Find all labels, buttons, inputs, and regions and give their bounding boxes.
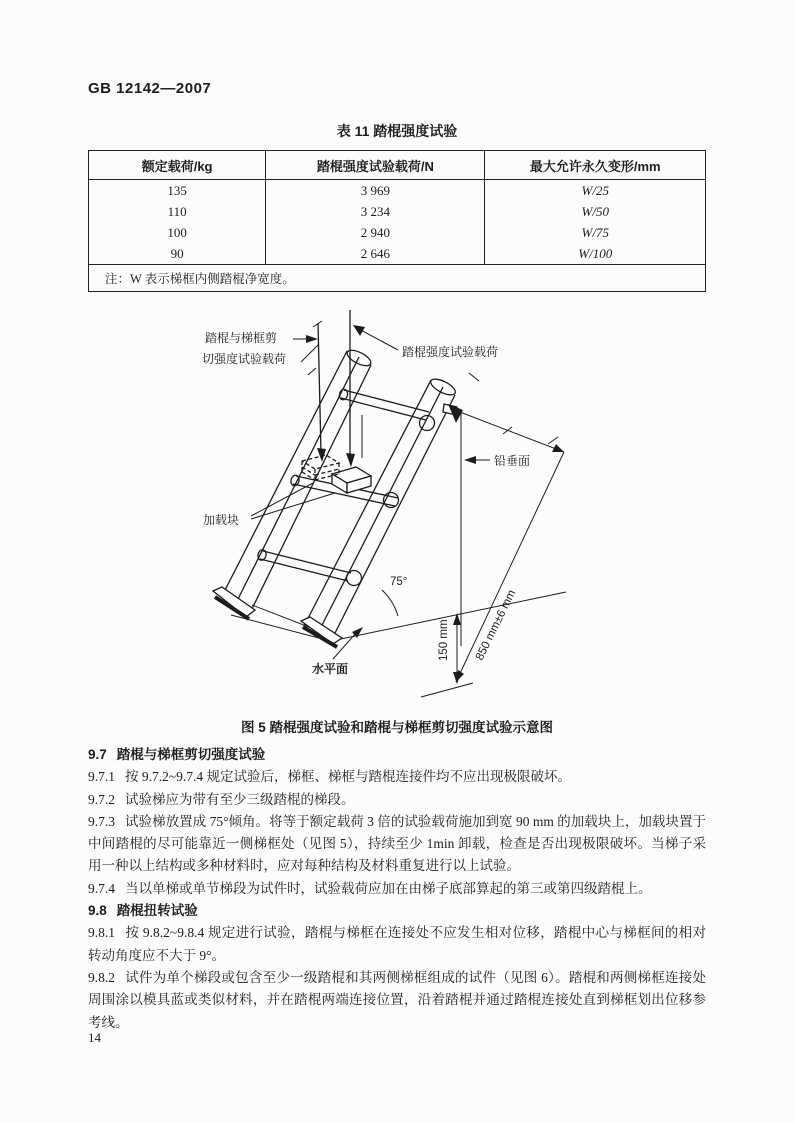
section-number: 9.8.2 — [88, 969, 115, 985]
section-number: 9.8.1 — [88, 925, 115, 941]
figure-5 — [88, 304, 706, 736]
rung-strength-table — [88, 150, 706, 292]
dim-150-label: 150 mm — [438, 619, 450, 661]
table-row — [89, 222, 706, 243]
section-text: 试件为单个梯段或包含至少一级踏棍和其两侧梯框组成的试件（见图 6）。踏棍和两侧梯框连接处周围涂以模具蓝或类似材料，并在踏棍两端连接位置，沿着踏棍并通过踏棍连接处直到梯框划出位移参考线。 — [88, 969, 706, 1030]
section-9-7-4 — [88, 878, 706, 900]
ladder-near-rail — [301, 376, 458, 647]
cell-test-load: 2 940 — [266, 222, 485, 243]
horizontal-plane-lines — [231, 592, 566, 697]
ladder-test-diagram — [88, 304, 706, 709]
angle-arc — [382, 590, 398, 616]
cell-rated-load: 135 — [167, 182, 187, 198]
section-text: 按 9.7.2~9.7.4 规定试验后，梯框、梯框与踏棍连接件均不应出现极限破坏。 — [125, 769, 572, 785]
section-9-7-2 — [88, 789, 706, 811]
table-row — [89, 243, 706, 265]
shear-load-label-line1: 踏棍与梯框剪 — [205, 331, 278, 345]
cell-rated-load: 100 — [167, 224, 187, 240]
section-number: 9.7.3 — [88, 813, 115, 829]
section-number: 9.7.1 — [88, 769, 115, 785]
section-text: 试验梯放置成 75°倾角。将等于额定载荷 3 倍的试验载荷施加到宽 90 mm 的加载块上，加载块置于中间踏棍的尽可能靠近一侧梯框处（见图 5），持续至少 1min 卸载，检查是否出现极限破坏。当梯子采用一种以上结构或多种材料时，应对每种结构及材料重复进行以上试验。 — [88, 813, 706, 874]
cell-test-load: 3 234 — [266, 201, 485, 222]
section-9-7-heading — [88, 744, 706, 766]
cell-test-load: 3 969 — [266, 180, 485, 202]
section-9-7-3 — [88, 811, 706, 878]
cell-test-load: 2 646 — [266, 243, 485, 265]
rail-holes — [347, 416, 435, 586]
page-number: 14 — [88, 1030, 101, 1045]
shear-load-label-line2: 切强度试验载荷 — [202, 352, 287, 366]
table-row — [89, 201, 706, 222]
cell-rated-load: 90 — [170, 245, 184, 261]
table-row — [89, 180, 706, 202]
dimension-850mm — [448, 404, 564, 682]
section-9-8-2 — [88, 967, 706, 1034]
loading-block-solid — [332, 467, 371, 493]
cell-max-deformation: W/25 — [485, 180, 706, 202]
cell-max-deformation: W/100 — [485, 243, 706, 265]
strength-load-label: 踏棍强度试验载荷 — [402, 345, 499, 359]
standard-number: GB 12142—2007 — [88, 80, 212, 97]
section-number: 9.7.4 — [88, 880, 115, 896]
col-header-max-deformation: 最大允许永久变形/mm — [485, 151, 706, 180]
section-text: 踏棍与梯框剪切强度试验 — [116, 747, 266, 762]
dimension-150mm — [453, 613, 461, 684]
table-title: 表 11 踏棍强度试验 — [336, 123, 458, 139]
col-header-rated-load: 额定载荷/kg — [89, 151, 266, 180]
table-header-row — [89, 151, 706, 180]
col-header-test-load: 踏棍强度试验载荷/N — [266, 151, 485, 180]
section-9-8-1 — [88, 922, 706, 967]
horizontal-plane-label: 水平面 — [312, 662, 349, 676]
body-sections — [88, 744, 706, 1034]
section-9-8-heading — [88, 900, 706, 922]
loading-block-label: 加载块 — [203, 513, 240, 527]
cell-rated-load: 110 — [167, 203, 187, 219]
cell-max-deformation: W/75 — [485, 222, 706, 243]
section-text: 当以单梯或单节梯段为试件时，试验载荷应加在由梯子底部算起的第三或第四级踏棍上。 — [125, 880, 652, 896]
figure-caption: 图 5 踏棍强度试验和踏棍与梯框剪切强度试验示意图 — [240, 720, 553, 735]
angle-75-label: 75° — [390, 576, 408, 588]
table-note: 注：W 表示梯框内侧踏棍净宽度。 — [89, 265, 706, 292]
shear-load-arrow — [313, 321, 326, 462]
section-text: 踏棍扭转试验 — [116, 903, 198, 919]
dim-850-label: 850 mm±6 mm — [473, 588, 519, 663]
section-text: 试验梯应为带有至少三级踏棍的梯段。 — [125, 791, 355, 807]
section-number: 9.8 — [88, 903, 107, 919]
section-9-7-1 — [88, 766, 706, 788]
table-note-row — [89, 265, 706, 292]
section-number: 9.7 — [88, 747, 107, 762]
section-text: 按 9.8.2~9.8.4 规定进行试验，踏棍与梯框在连接处不应发生相对位移，踏棍中心与梯框间的相对转动角度应不大于 9°。 — [88, 925, 706, 963]
vertical-plane-label: 铅垂面 — [494, 454, 531, 468]
section-number: 9.7.2 — [88, 791, 115, 807]
cell-max-deformation: W/50 — [485, 201, 706, 222]
